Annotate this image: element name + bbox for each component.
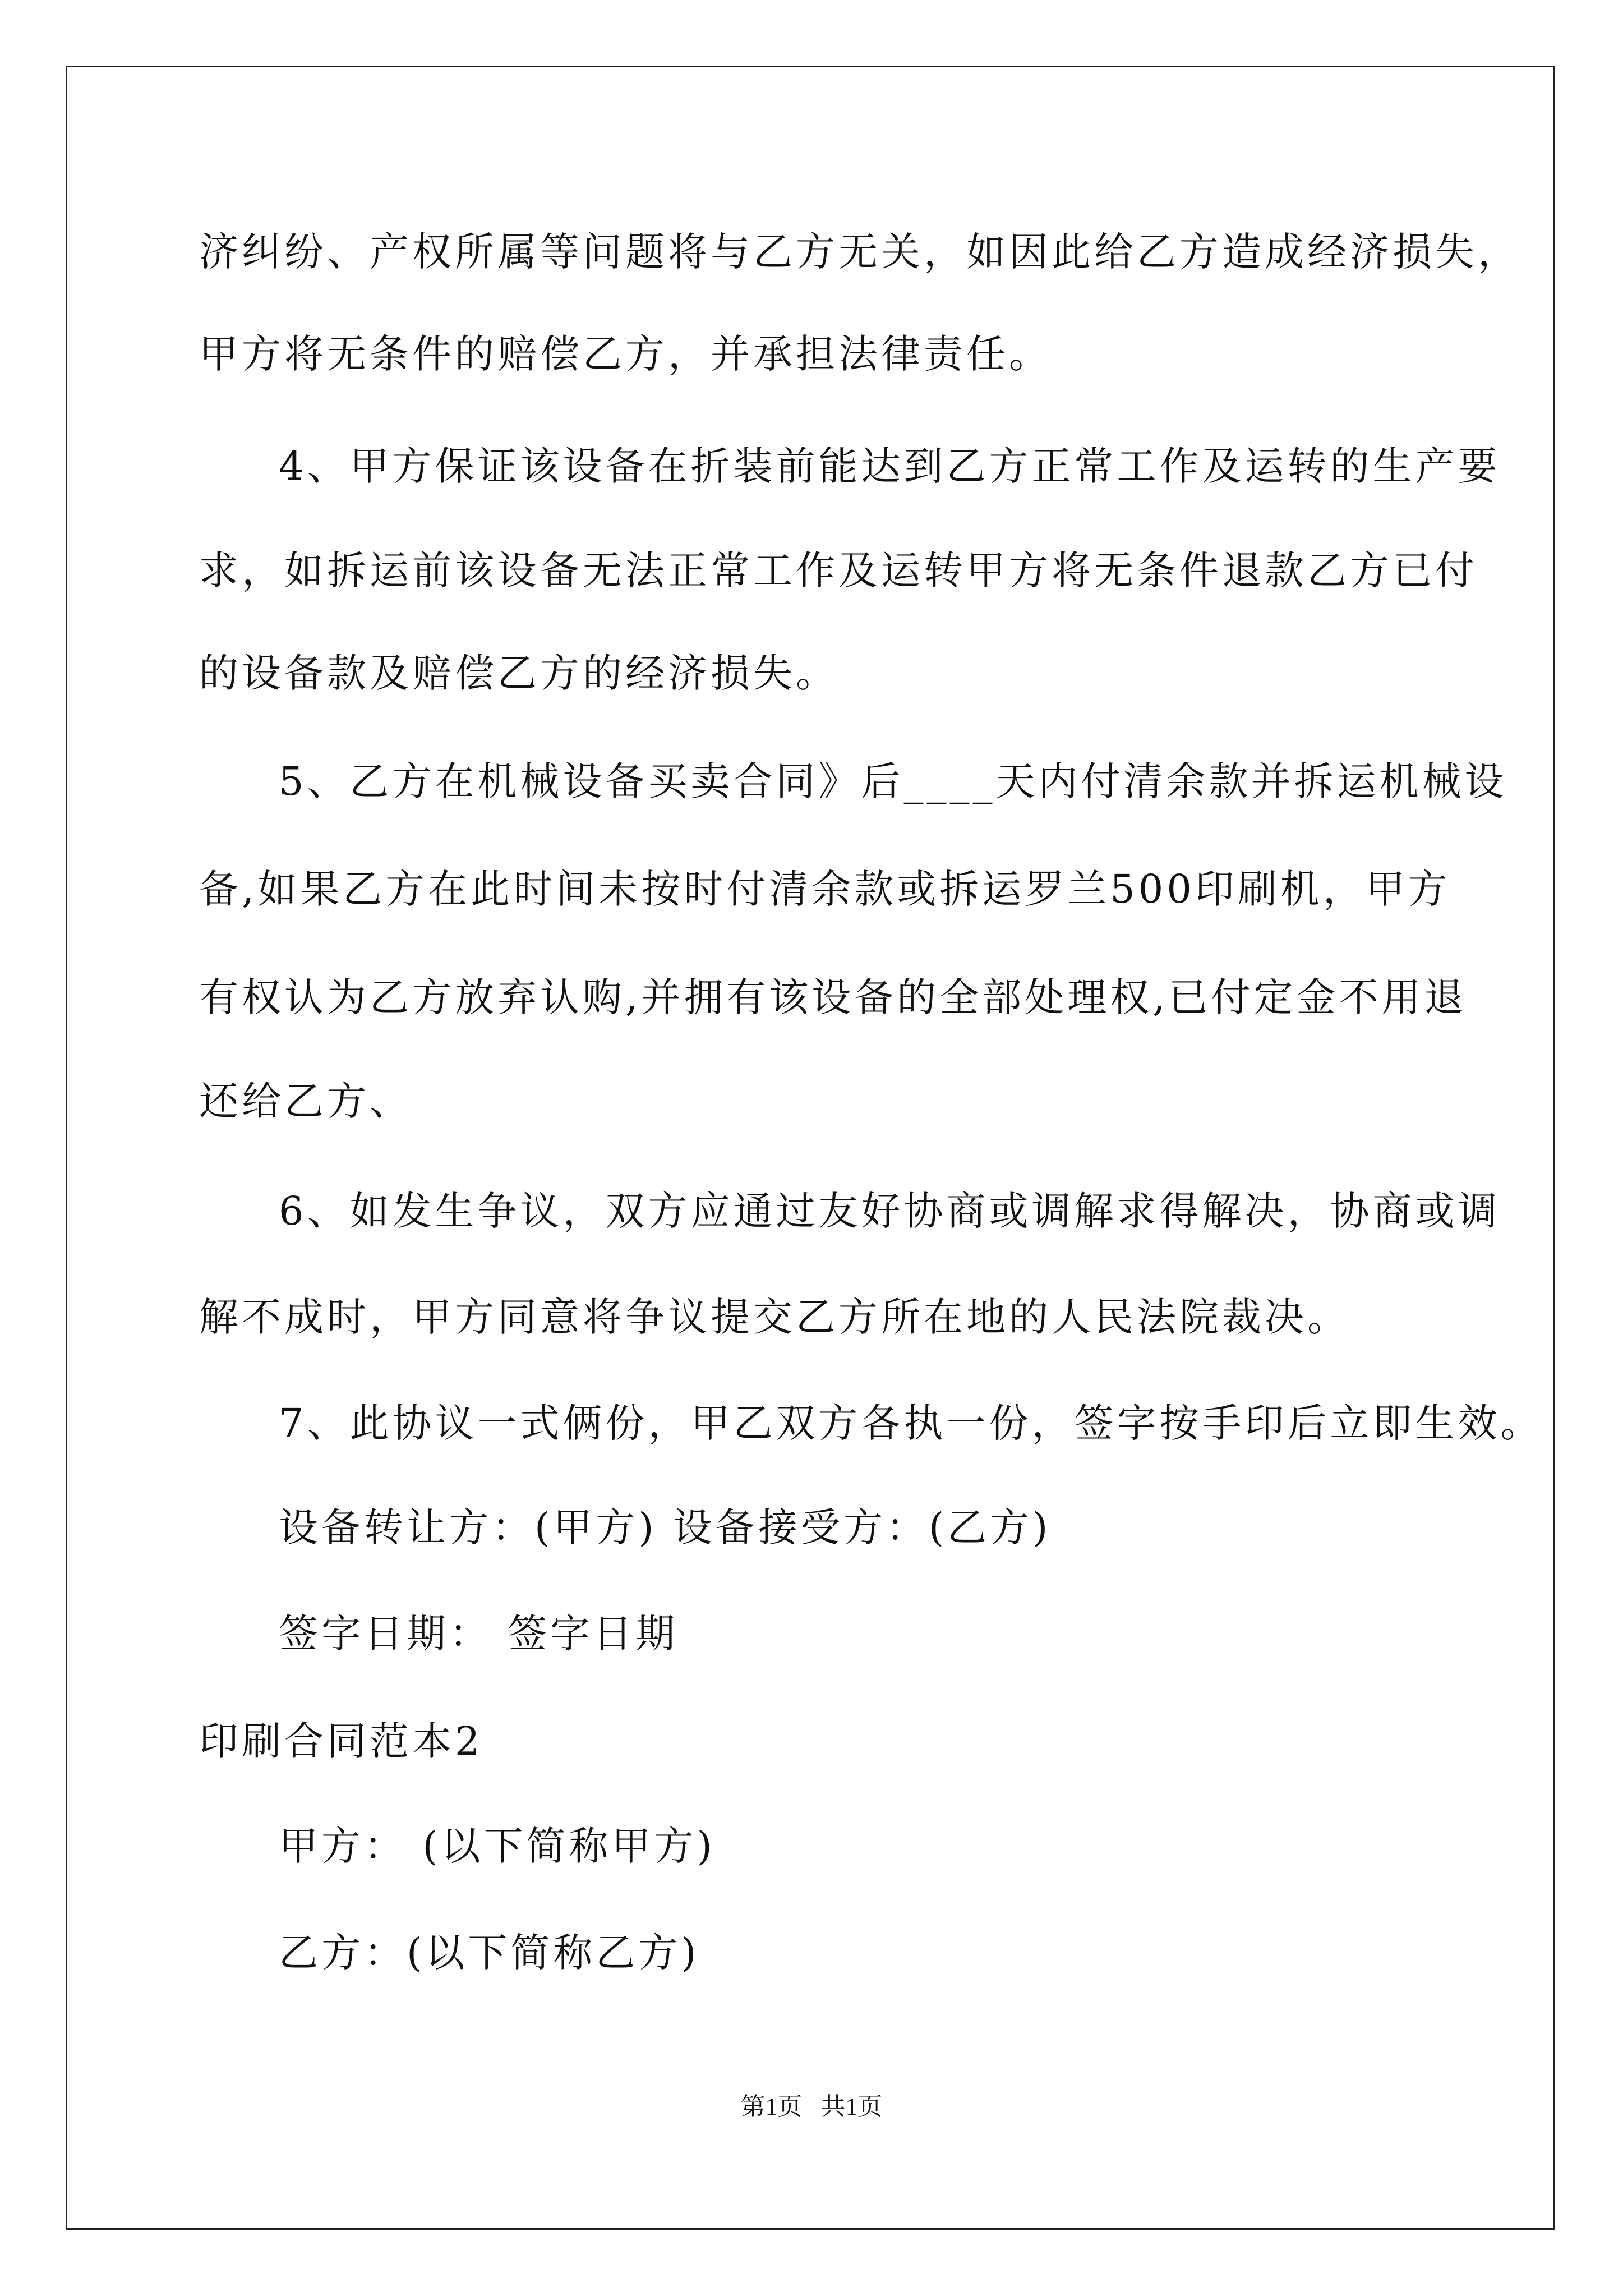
- paragraph-3-line-3: 甲方将无条件的赔偿乙方，并承担法律责任。: [199, 331, 1052, 377]
- clause-5-line-1: 5、乙方在机械设备买卖合同》后____天内付清余款并拆运机械设: [279, 758, 1507, 804]
- clause-6-line-2: 解不成时，甲方同意将争议提交乙方所在地的人民法院裁决。: [199, 1294, 1350, 1340]
- parties-signature-line: 设备转让方：(甲方) 设备接受方：(乙方): [279, 1504, 1052, 1550]
- page-number-footer: 第1页 共1页: [740, 2093, 883, 2120]
- party-b-line: 乙方：(以下简称乙方): [279, 1930, 700, 1976]
- page-border: [66, 66, 1555, 2230]
- clause-7-line-1: 7、此协议一式俩份，甲乙双方各执一份，签字按手印后立即生效。: [279, 1400, 1543, 1446]
- clause-4-line-1: 4、甲方保证该设备在折装前能达到乙方正常工作及运转的生产要: [279, 443, 1501, 489]
- paragraph-3-line-2: 济纠纷、产权所属等问题将与乙方无关，如因此给乙方造成经济损失，: [199, 229, 1520, 275]
- clause-4-line-2: 求，如拆运前该设备无法正常工作及运转甲方将无条件退款乙方已付: [199, 547, 1478, 593]
- party-a-line: 甲方： (以下简称甲方): [279, 1823, 716, 1869]
- clause-6-line-1: 6、如发生争议，双方应通过友好协商或调解求得解决，协商或调: [279, 1188, 1501, 1234]
- signature-date-line: 签字日期： 签字日期: [279, 1611, 679, 1657]
- clause-4-line-3: 的设备款及赔偿乙方的经济损失。: [199, 650, 838, 696]
- clause-5-line-3: 有权认为乙方放弃认购,并拥有该设备的全部处理权,已付定金不用退: [199, 974, 1467, 1020]
- clause-5-line-4: 还给乙方、: [199, 1078, 412, 1124]
- clause-5-line-2: 备,如果乙方在此时间未按时付清余款或拆运罗兰500印刷机，甲方: [199, 866, 1451, 912]
- section-title: 印刷合同范本2: [199, 1718, 483, 1764]
